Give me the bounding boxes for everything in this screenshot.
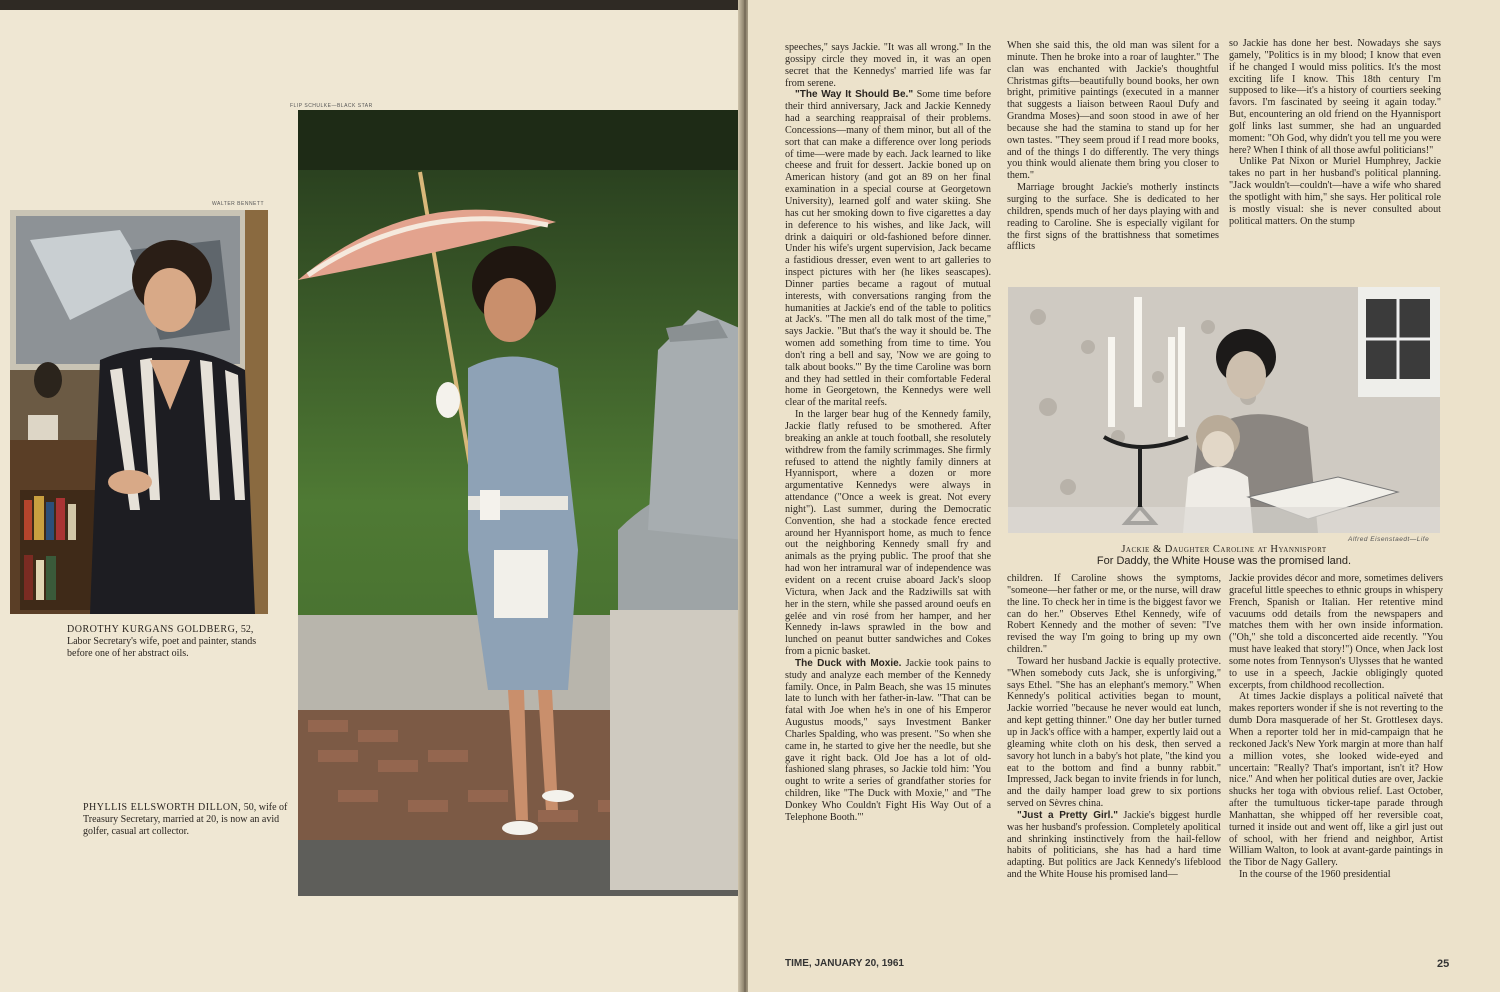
jackie-caroline-photo [1008,287,1440,533]
paragraph-text: Unlike Pat Nixon or Muriel Humphrey, Jackie takes no part in her husband's political planning. "Jack wouldn't—couldn't—have a wife who shared the spotlight with him," she says. Her political role is mostly visual: she is never consulted about political matters. On the stump [1229,156,1441,227]
paragraph-text: At times Jackie displays a political naïveté that makes reporters wonder if she is not reverting to the dumb Dora masquerade of her St. Grottlesex days. When a reporter told her in mid-campaign that he reckoned Jack's New York margin at more than half a million votes, she looked wide-eyed and uncertain: "Really? That's important, isn't it? How nice." And when her political duties are over, Jackie shucks her toga with obvious relief. Last October, after the tumultuous ticker-tape parade through Manhattan, she whipped off her reversible coat, turned it inside out and went off, like a girl just out of school, with her friend and neighbor, Artist William Walton, to look at avant-garde paintings in the Tibor de Nagy Gallery. [1229,691,1443,869]
paragraph-text: Some time before their third anniversary, Jack and Jackie Kennedy had a searching reappraisal of their problems. Concessions—many of them minor, but all of the sort that can make a difference over long periods of time—were made by each. Jack learned to like cheese and fruit for dessert. Jackie boned up on American history (and got an 89 on her final examination in a special course at Georgetown University), learned golf and water skiing. She has cut her smoking down to five cigarettes a day in deference to his wishes, and like Jack, will drink a daiquiri or old-fashioned before dinner. Under his wife's urgent supervision, Jack became a fastidious dresser, even went to art galleries to inspect pictures with her (he likes seascapes). Dinner parties became a ragout of mutual interests, with conversations ranging from the humanities at Jackie's end of the table to politics at Jack's. "The men all do talk most of the time," says Jackie. "But that's the way it should be. The women add something from time to time. You don't ring a bell and say, 'Now we are going to talk about books.'" By the time Caroline was born and they had settled in their comfortable Federal home in Georgetown, the Kennedys were well clear of the marital reefs. [785,89,992,409]
paragraph-text: Jackie's biggest hurdle was her husband's profession. Completely apolitical and shrinking instinctively from the hail-fellow habits of politicians, she has had a hard time adapting. But politics are Jack Kennedy's lifeblood and the White House his promised land— [1007,809,1221,881]
paragraph-text: In the larger bear hug of the Kennedy family, Jackie flatly refused to be smothered. After breaking an ankle at touch football, she resolutely withdrew from the family scrimmages. She firmly refused to attend the nightly family dinners at Hyannisport, where a dozen or more argumentative Kennedys were always in attendance ("Once a week is great. Not every night"). Last summer, during the Democratic Convention, she had a stockade fence erected around her Hyannisport home, as much to fence out the neighboring Kennedy small fry and animals as the prying public. The proof that she had won her intramural war of independence was evident on a recent cruise aboard Jack's sloop Victura, when Jack and the Radziwills sat with her in the stern, while she passed around oeufs en gelée and vin rosé from her hamper, and her Kennedy in-laws sprawled in the bow and lunched on peanut butter sandwiches and Cokes from a picnic basket. [785,409,991,658]
article-paragraph [1229,573,1443,691]
paragraph-text: Jackie took pains to study and analyze each member of the Kennedy family. Once, in Palm Beach, she was 15 minutes late to lunch with her father-in-law. "That can be fatal with Joe when he's in one of his Emperor Augustus moods," says Investment Banker Charles Spalding, who was present. "So when she came in, he started to give her the needle, but she gave it right back. Old Joe has a lot of old-fashioned slang phrases, so Jackie told him: 'You ought to write a series of grandfather stories for children, like "The Duck with Moxie," and "The Donkey Who Couldn't Fight His Way Out of a Telephone Booth."' [785,657,991,823]
section-heading: "Just a Pretty Girl." [1017,809,1118,821]
section-heading: "The Way It Should Be." [795,89,914,101]
article-paragraph [1007,573,1221,656]
article-paragraph [1007,182,1219,253]
caption-goldberg-name: DOROTHY KURGANS GOLDBERG, [67,624,239,635]
article-paragraph [1007,810,1221,881]
article-paragraph [785,658,991,824]
article-paragraph [785,42,991,89]
photo-credit-goldberg: WALTER BENNETT [212,201,265,207]
caption-goldberg [67,624,272,660]
paragraph-text: Jackie provides décor and more, sometimes delivers graceful little speeches to ethnic groups in whispery French, Spanish or Italian. Her retentive mind vacuums odd details from the newspapers and matches them with her own inside information. ("Oh," she told a disconcerted aide recently. "You must have leaked that story!") Once, when Jack lost some notes from Tennyson's Ulysses that he wanted to use in a speech, Jackie obligingly quoted excerpts, from childhood recollection. [1229,573,1443,691]
caption-goldberg-text: 52, Labor Secretary's wife, poet and painter, stands before one of her abstract oils. [67,624,257,659]
article-paragraph [1229,156,1441,227]
footer-issue: TIME, JANUARY 20, 1961 [785,958,904,969]
article-paragraph [1229,869,1443,881]
goldberg-photo [10,210,268,614]
article-column-3-top [1229,38,1441,278]
article-paragraph [1007,40,1219,182]
article-paragraph [785,89,991,409]
paragraph-text: In the course of the 1960 presidential [1239,869,1391,881]
paragraph-text: When she said this, the old man was silent for a minute. Then he broke into a roar of laughter." The clan was enchanted with Jackie's thoughtful Christmas gifts—beautifully bound books, her own bright, primitive paintings (executed in a manner that suggests a liaison between Raoul Dufy and Grandma Moses)—and soon stood in awe of her because she had the stamina to stand up for her own tastes. "They seem proud if I read more books, and of the things I do differently. The very things you think would alienate them bring you closer to them." [1007,40,1219,182]
paragraph-text: so Jackie has done her best. Nowadays she says gamely, "Politics is in my blood; I know that even if he changed I would miss politics. It's the most exciting life I know. This 18th century I'm supposed to like—it's a history of courtiers seeking favors. I'm fascinated by seeing it again today." But, encountering an old friend on the Hyannisport golf links last summer, she had an unguarded moment: "Oh God, why didn't you tell me you were here? When I think of all those awful politicians!" [1229,38,1441,156]
article-column-3-bottom [1229,573,1443,951]
right-page [748,0,1500,992]
section-heading: The Duck with Moxie. [795,657,902,669]
photo-credit-eisenstaedt: Alfred Eisenstaedt—Life [1348,536,1430,543]
paragraph-text: children. If Caroline shows the symptoms, "someone—her father or me, or the nurse, will draw the line. To check her in time is the biggest favor we can do her." Observes Ethel Kennedy, wife of Robert Kennedy and the mother of seven: "I've revised the way I'm going to bring up my own children." [1007,573,1221,656]
article-paragraph [1007,656,1221,810]
dillon-photo [298,110,742,896]
paragraph-text: speeches," says Jackie. "It was all wrong." In the gossipy circle they moved in, it was an open secret that the Kennedys' married life was far from serene. [785,42,991,89]
left-page [0,10,742,992]
article-column-1 [785,42,991,948]
paragraph-text: Toward her husband Jackie is equally protective. "When somebody cuts Jack, she is unforgiving," says Ethel. "She has an elephant's memory." When Kennedy's political activities began to mount, Jackie worried "because he never would eat lunch, and kept getting thinner." One day her butler turned up in Jack's office with a hamper, expertly laid out a gleaming white cloth on his desk, then served a savory hot lunch in a baby's hot plate, "the kind you eat to the bottom and find a bunny rabbit." Impressed, Jack began to invite friends in for lunch, and the daily hamper load grew to six portions served on Sèvres china. [1007,655,1221,810]
article-paragraph [1229,38,1441,156]
photo-caption [1008,544,1440,567]
caption-dillon-text: 50, wife of Treasury Secretary, married at 20, is now an avid golfer, casual art collector. [83,802,288,837]
article-column-2-bottom [1007,573,1221,951]
caption-dillon-name: PHYLLIS ELLSWORTH DILLON, [83,802,242,813]
photo-caption-title: Jackie & Daughter Caroline at Hyannisport [1121,544,1327,555]
article-paragraph [785,409,991,658]
article-column-2-top [1007,40,1219,280]
paragraph-text: Marriage brought Jackie's motherly instincts surging to the surface. She is dedicated to her children, spends much of her days playing with and reading to Caroline. She is especially vigilant for the first signs of the brattishness that sometimes afflicts [1007,182,1219,253]
photo-credit-dillon: FLIP SCHULKE—BLACK STAR [290,103,373,109]
caption-dillon [83,802,288,838]
page-number: 25 [1437,958,1450,970]
article-paragraph [1229,691,1443,869]
photo-caption-subtitle: For Daddy, the White House was the promised land. [1096,555,1352,567]
